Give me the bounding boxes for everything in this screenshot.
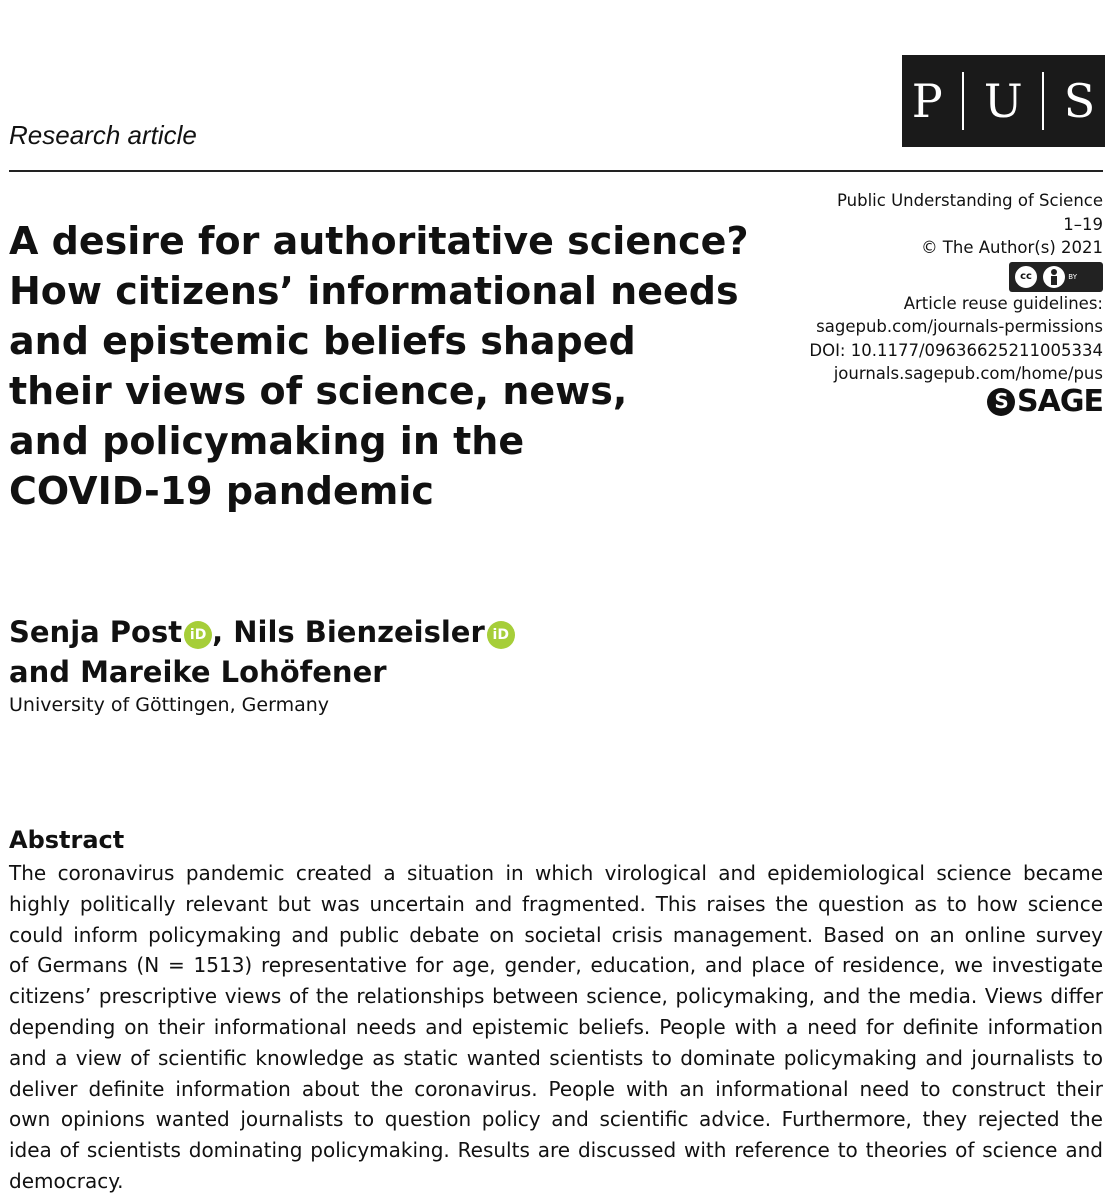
author-separator: , [212,615,234,649]
orcid-icon[interactable]: iD [487,621,515,649]
logo-divider [1042,72,1044,130]
abstract-body [9,858,1103,1197]
journal-name: Public Understanding of Science [837,191,1103,210]
abstract-line: of Germans (N = 1513) representative for age, gender, education, and place of residence, we investigate [9,953,1103,978]
title-line: COVID-19 pandemic [9,469,434,513]
author-name: Senja Post [9,615,183,649]
sage-wordmark: SAGE [1017,383,1103,419]
title-line: their views of science, news, [9,369,628,413]
reuse-link[interactable]: sagepub.com/journals-permissions [816,317,1103,336]
cc-icon: cc [1015,266,1037,288]
journal-link[interactable]: journals.sagepub.com/home/pus [833,364,1103,383]
logo-letter-p: P [911,74,943,128]
author-line-1 [9,612,515,652]
logo-letter-s: S [1063,74,1096,128]
logo-letter-u: U [983,74,1023,128]
sage-s-icon: S [987,388,1015,416]
title-line: and epistemic beliefs shaped [9,319,636,363]
title-line: and policymaking in the [9,419,525,463]
author-name: Nils Bienzeisler [233,615,485,649]
orcid-icon[interactable]: iD [184,621,212,649]
logo-divider [962,72,964,130]
affiliation: University of Göttingen, Germany [9,694,330,716]
abstract-line: democracy. [9,1168,124,1193]
abstract-line: citizens’ prescriptive views of the relationships between science, policymaking, and the media. Views differ [9,984,1103,1009]
title-line: A desire for authoritative science? [9,219,749,263]
abstract-line: and a view of scientific knowledge as static wanted scientists to dominate policymaking and journalists to [9,1045,1103,1070]
author-line-2: and Mareike Lohöfener [9,655,387,689]
journal-logo [902,55,1105,147]
abstract-line: deliver definite information about the coronavirus. People with an informational need to construct their [9,1076,1103,1101]
doi[interactable]: DOI: 10.1177/09636625211005334 [809,340,1103,360]
cc-by-license-badge[interactable] [1009,262,1103,292]
page-range: 1–19 [1063,214,1103,234]
reuse-label: Article reuse guidelines: [903,293,1103,313]
author-list [9,612,515,692]
header-rule [9,170,1103,172]
abstract-line: idea of scientists dominating policymaking. Results are discussed with reference to theories of science and [9,1138,1103,1163]
abstract-line: could inform policymaking and public debate on societal crisis management. Based on an online survey [9,922,1103,947]
title-line: How citizens’ informational needs [9,269,739,313]
publisher-row [809,383,1103,419]
by-label: BY [1068,273,1077,281]
article-title [9,216,789,516]
abstract-line: own opinions wanted journalists to question policy and scientific advice. Furthermore, they rejected the [9,1107,1103,1132]
attribution-icon [1043,266,1065,288]
copyright: © The Author(s) 2021 [921,238,1103,257]
abstract-line: The coronavirus pandemic created a situation in which virological and epidemiological science became [9,861,1103,885]
sage-logo [987,383,1103,419]
article-type: Research article [9,120,197,150]
abstract-heading: Abstract [9,826,125,854]
abstract-line: highly politically relevant but was uncertain and fragmented. This raises the question as to how science [9,891,1103,916]
license-row [809,260,1103,292]
abstract-line: depending on their informational needs and epistemic beliefs. People with a need for definite information [9,1014,1103,1039]
journal-meta [809,189,1103,419]
